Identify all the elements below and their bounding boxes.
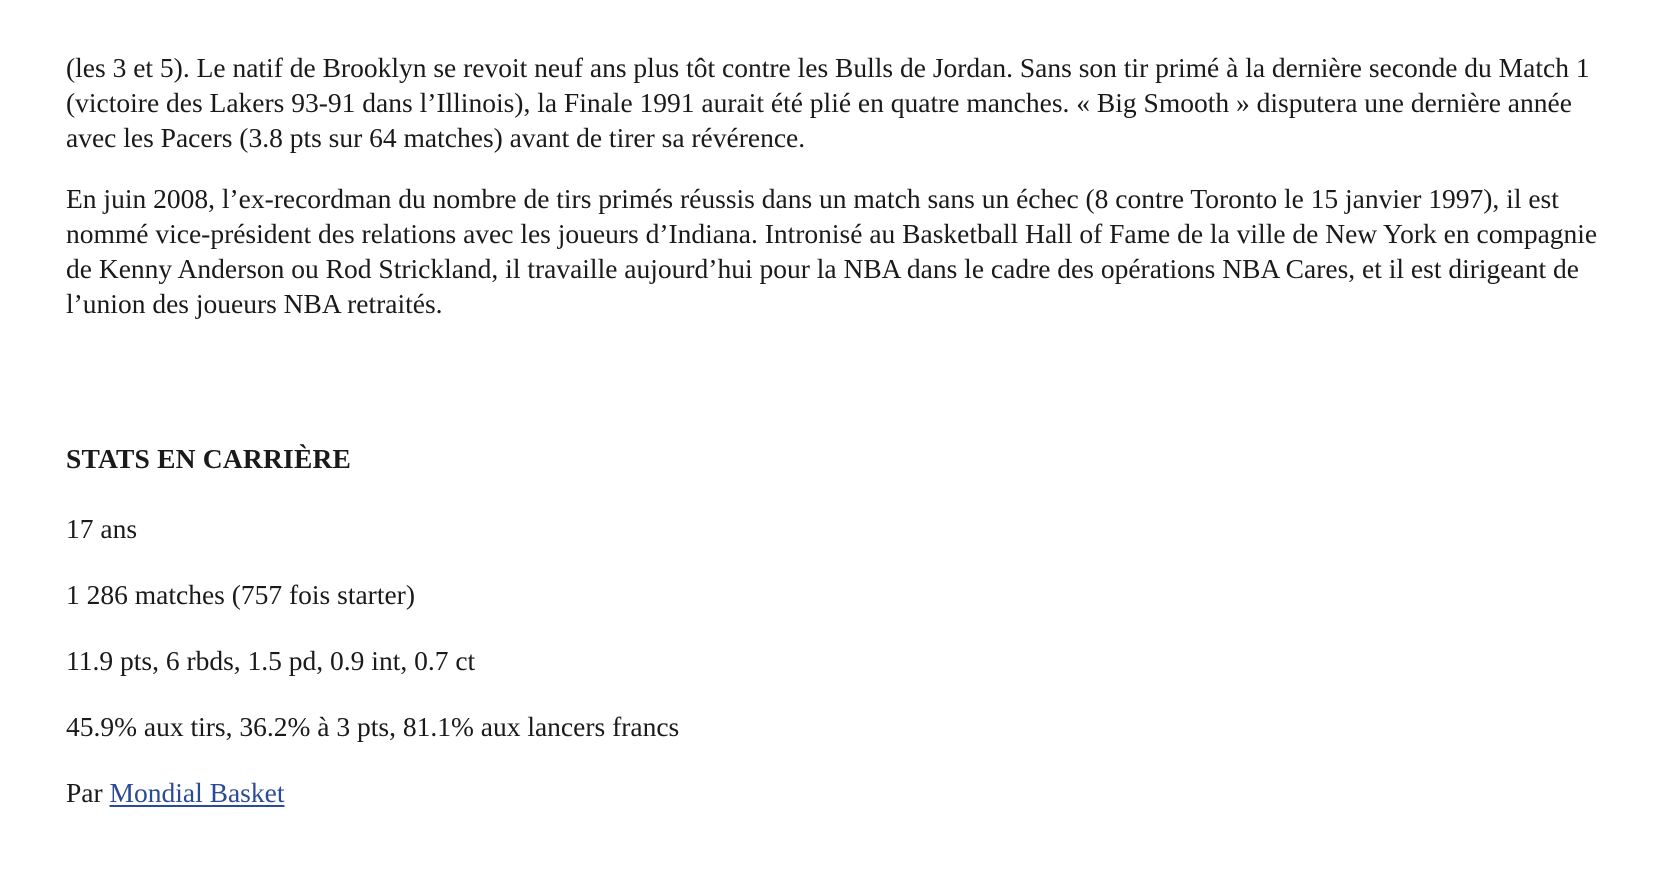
document-page <box>66 50 1606 810</box>
stat-line: 17 ans <box>66 513 138 544</box>
article-paragraph: (les 3 et 5). Le natif de Brooklyn se revoit neuf ans plus tôt contre les Bulls de Jordan. Sans son tir primé à la dernière seconde du Match 1 (victoire des Lakers 93-91 dans l’Illinois), la Finale 1991 aurait été plié en quatre manches. « Big Smooth » disputera une dernière année avec les Pacers (3.8 pts sur 64 matches) avant de tirer sa révérence. <box>66 52 1590 153</box>
source-link[interactable]: Mondial Basket <box>109 777 285 808</box>
stats-heading: STATS EN CARRIÈRE <box>66 443 352 474</box>
article-paragraph: En juin 2008, l’ex-recordman du nombre de tirs primés réussis dans un match sans un échec (8 contre Toronto le 15 janvier 1997), il est nommé vice-président des relations avec les joueurs d’Indiana. Intronisé au Basketball Hall of Fame de la ville de New York en compagnie de Kenny Anderson ou Rod Strickland, il travaille aujourd’hui pour la NBA dans le cadre des opérations NBA Cares, et il est dirigeant de l’union des joueurs NBA retraités. <box>66 183 1598 319</box>
byline-prefix: Par <box>66 777 103 808</box>
stat-line: 1 286 matches (757 fois starter) <box>66 579 416 610</box>
stat-line: 45.9% aux tirs, 36.2% à 3 pts, 81.1% aux lancers francs <box>66 711 680 742</box>
stat-line: 11.9 pts, 6 rbds, 1.5 pd, 0.9 int, 0.7 ct <box>66 645 476 676</box>
byline <box>66 775 1606 810</box>
